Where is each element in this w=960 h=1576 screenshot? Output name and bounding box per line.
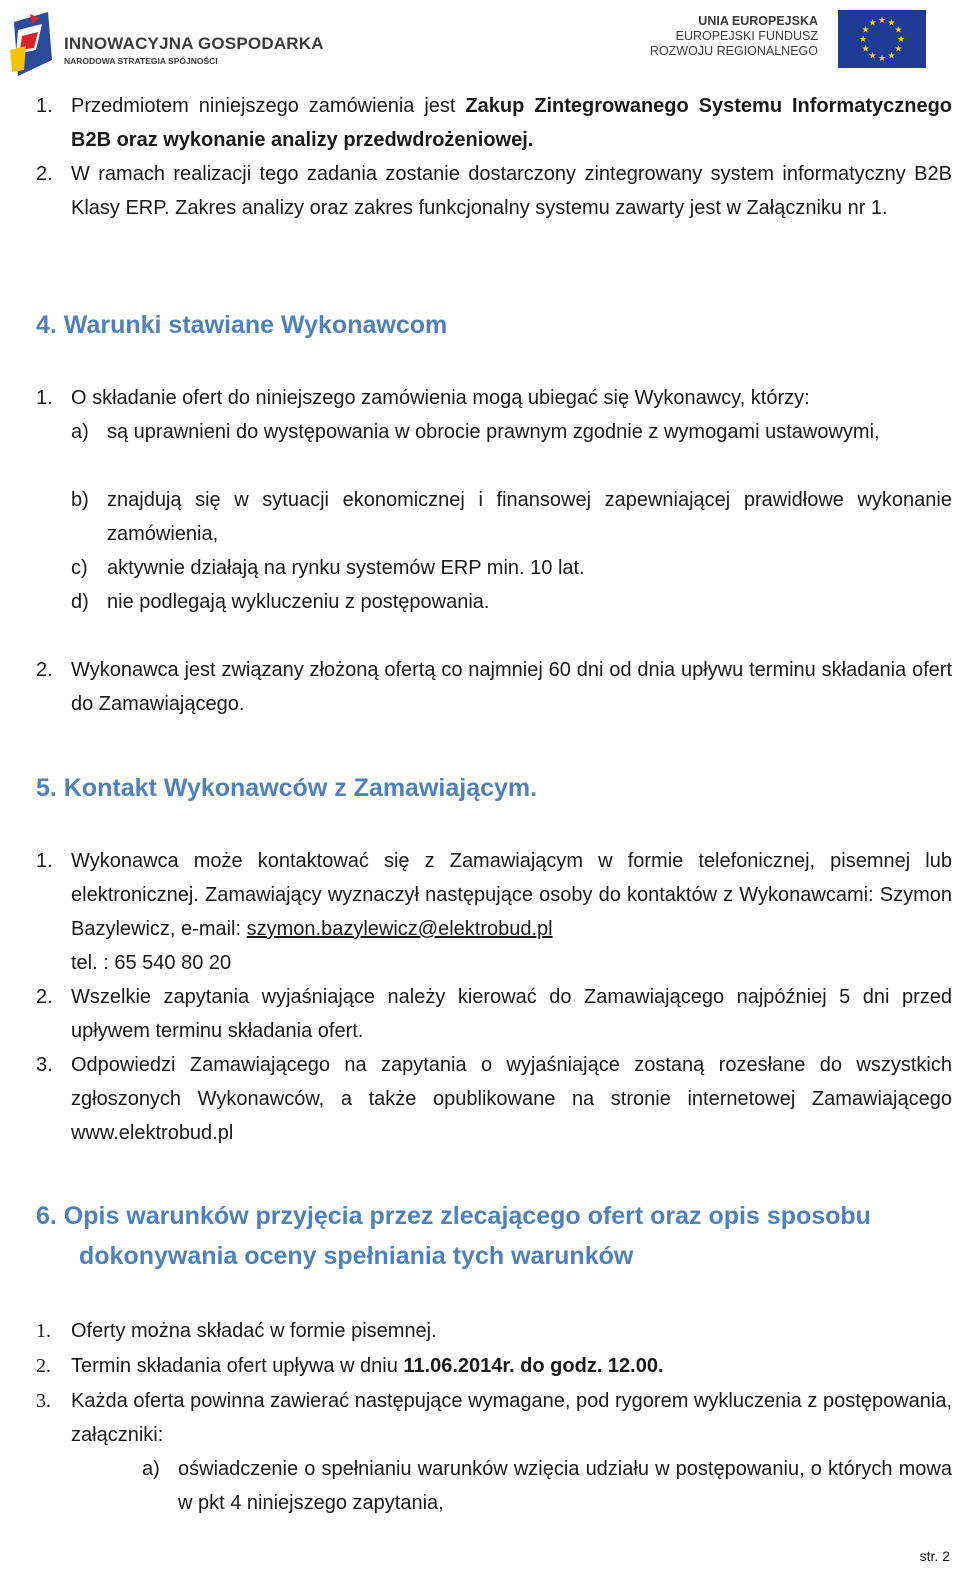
innowacyjna-gospodarka-emblem-icon bbox=[8, 10, 58, 78]
sub-list-item bbox=[71, 415, 952, 449]
eu-name: UNIA EUROPEJSKA bbox=[698, 14, 818, 28]
sub-item-text: są uprawnieni do występowania w obrocie prawnym zgodnie z wymogami ustawowymi, bbox=[107, 421, 880, 443]
innowacyjna-gospodarka-logo bbox=[8, 10, 324, 78]
list-item bbox=[36, 1048, 952, 1150]
eu-star-icon: ★ bbox=[887, 50, 896, 61]
item-text: W ramach realizacji tego zadania zostanie dostarczony zintegrowany system informatyczny B2B Klasy ERP. Zakres analizy oraz zakres funkcjonalny systemu zawarty jest w Załączniku nr 1. bbox=[71, 163, 952, 219]
eu-star-icon: ★ bbox=[894, 24, 903, 35]
eu-star-icon: ★ bbox=[877, 53, 887, 63]
phone-number: tel. : 65 540 80 20 bbox=[71, 952, 232, 974]
eu-star-icon: ★ bbox=[861, 43, 870, 54]
section-heading: 6. Opis warunków przyjęcia przez zlecającego ofert oraz opis sposobu bbox=[36, 1202, 871, 1230]
eu-star-icon: ★ bbox=[868, 50, 877, 61]
list-item bbox=[36, 89, 952, 157]
sub-list-item bbox=[142, 1452, 952, 1520]
eu-fund-line2: ROZWOJU REGIONALNEGO bbox=[649, 44, 818, 58]
item-text: O składanie ofert do niniejszego zamówienia mogą ubiegać się Wykonawcy, którzy: bbox=[71, 387, 810, 409]
eu-star-icon: ★ bbox=[858, 34, 868, 44]
sub-item-text: znajdują się w sytuacji ekonomicznej i finansowej zapewniającej prawidłowe wykonanie zamówienia, bbox=[107, 489, 952, 545]
item-number: 2. bbox=[36, 1355, 51, 1377]
section-heading: 5. Kontakt Wykonawców z Zamawiającym. bbox=[36, 774, 538, 802]
section-heading-continued: dokonywania oceny spełniania tych warunków bbox=[79, 1242, 634, 1270]
sub-list-item bbox=[71, 585, 952, 619]
sub-item-text: oświadczenie o spełnianiu warunków wzięcia udziału w postępowaniu, o których mowa w pkt 4 niniejszego zapytania, bbox=[178, 1458, 952, 1514]
email-link[interactable]: szymon.bazylewicz@elektrobud.pl bbox=[246, 918, 553, 940]
list-item bbox=[36, 1384, 952, 1452]
item-number: 3. bbox=[36, 1054, 53, 1076]
item-text: Każda oferta powinna zawierać następujące wymagane, pod rygorem wykluczenia z postępowania, załączniki: bbox=[71, 1390, 952, 1446]
sub-item-letter: a) bbox=[142, 1458, 160, 1480]
eu-fund-text bbox=[650, 14, 818, 59]
item-text-part: Termin składania ofert upływa w dniu bbox=[71, 1355, 404, 1377]
item-text: Wykonawca jest związany złożoną ofertą co najmniej 60 dni od dnia upływu terminu składania ofert do Zamawiającego. bbox=[71, 659, 952, 715]
item-number: 2. bbox=[36, 986, 53, 1008]
list-item bbox=[36, 980, 952, 1048]
sub-item-letter: b) bbox=[71, 489, 89, 511]
list-item bbox=[36, 653, 952, 721]
eu-star-icon: ★ bbox=[887, 17, 896, 28]
item-number: 1. bbox=[36, 850, 53, 872]
list-item bbox=[36, 1314, 952, 1348]
sub-item-text: aktywnie działają na rynku systemów ERP min. 10 lat. bbox=[107, 557, 585, 579]
sub-list-item bbox=[71, 483, 952, 551]
item-number: 3. bbox=[36, 1390, 51, 1412]
item-text: Wszelkie zapytania wyjaśniające należy kierować do Zamawiającego najpóźniej 5 dni przed upływem terminu składania ofert. bbox=[71, 986, 952, 1042]
item-number: 1. bbox=[36, 1320, 51, 1342]
sub-item-letter: a) bbox=[71, 421, 89, 443]
logo-title: INNOWACYJNA GOSPODARKA bbox=[64, 34, 324, 53]
sub-item-letter: c) bbox=[71, 557, 88, 579]
list-item bbox=[36, 381, 952, 415]
eu-star-icon: ★ bbox=[868, 17, 877, 28]
eu-star-icon: ★ bbox=[877, 15, 887, 25]
list-item bbox=[36, 844, 952, 980]
item-text-part: Wykonawca może kontaktować się z Zamawiającym w formie telefonicznej, pisemnej lub elektronicznej. Zamawiający wyznaczył następujące osoby do kontaktów z Wykonawcami: Szymon Bazylewicz, e-mail: bbox=[71, 850, 952, 940]
sub-list-item bbox=[71, 551, 952, 585]
sub-item-letter: d) bbox=[71, 591, 89, 613]
sub-item-text: nie podlegają wykluczeniu z postępowania. bbox=[107, 591, 490, 613]
eu-fund-logo bbox=[640, 8, 940, 70]
item-text bbox=[71, 844, 952, 980]
eu-fund-line: EUROPEJSKI FUNDUSZ bbox=[675, 29, 818, 43]
eu-star-icon: ★ bbox=[896, 34, 906, 44]
page-number: str. 2 bbox=[919, 1548, 950, 1564]
item-text bbox=[71, 89, 952, 157]
logo-subtitle: NARODOWA STRATEGIA SPÓJNOŚCI bbox=[64, 56, 218, 66]
item-number: 1. bbox=[36, 95, 53, 117]
deadline-bold-text: 11.06.2014r. do godz. 12.00. bbox=[403, 1355, 664, 1377]
eu-star-icon: ★ bbox=[861, 24, 870, 35]
item-number: 2. bbox=[36, 659, 53, 681]
item-bold-text: Zakup Zintegrowanego Systemu Informatycznego B2B oraz wykonanie analizy przedwdrożeniowej. bbox=[71, 95, 952, 151]
eu-flag-icon bbox=[838, 10, 926, 68]
list-item bbox=[36, 157, 952, 225]
item-number: 2. bbox=[36, 163, 53, 185]
list-item bbox=[36, 1349, 952, 1383]
section-heading: 4. Warunki stawiane Wykonawcom bbox=[36, 311, 448, 339]
item-text: Oferty można składać w formie pisemnej. bbox=[71, 1320, 437, 1342]
item-number: 1. bbox=[36, 387, 53, 409]
item-text: Odpowiedzi Zamawiającego na zapytania o wyjaśniające zostaną rozesłane do wszystkich zgłoszonych Wykonawców, a także opublikowane na stronie internetowej Zamawiającego www.elektrobud.pl bbox=[71, 1054, 952, 1144]
eu-star-icon: ★ bbox=[894, 43, 903, 54]
item-text bbox=[71, 1349, 952, 1383]
item-text-part: Przedmiotem niniejszego zamówienia jest bbox=[71, 95, 466, 117]
